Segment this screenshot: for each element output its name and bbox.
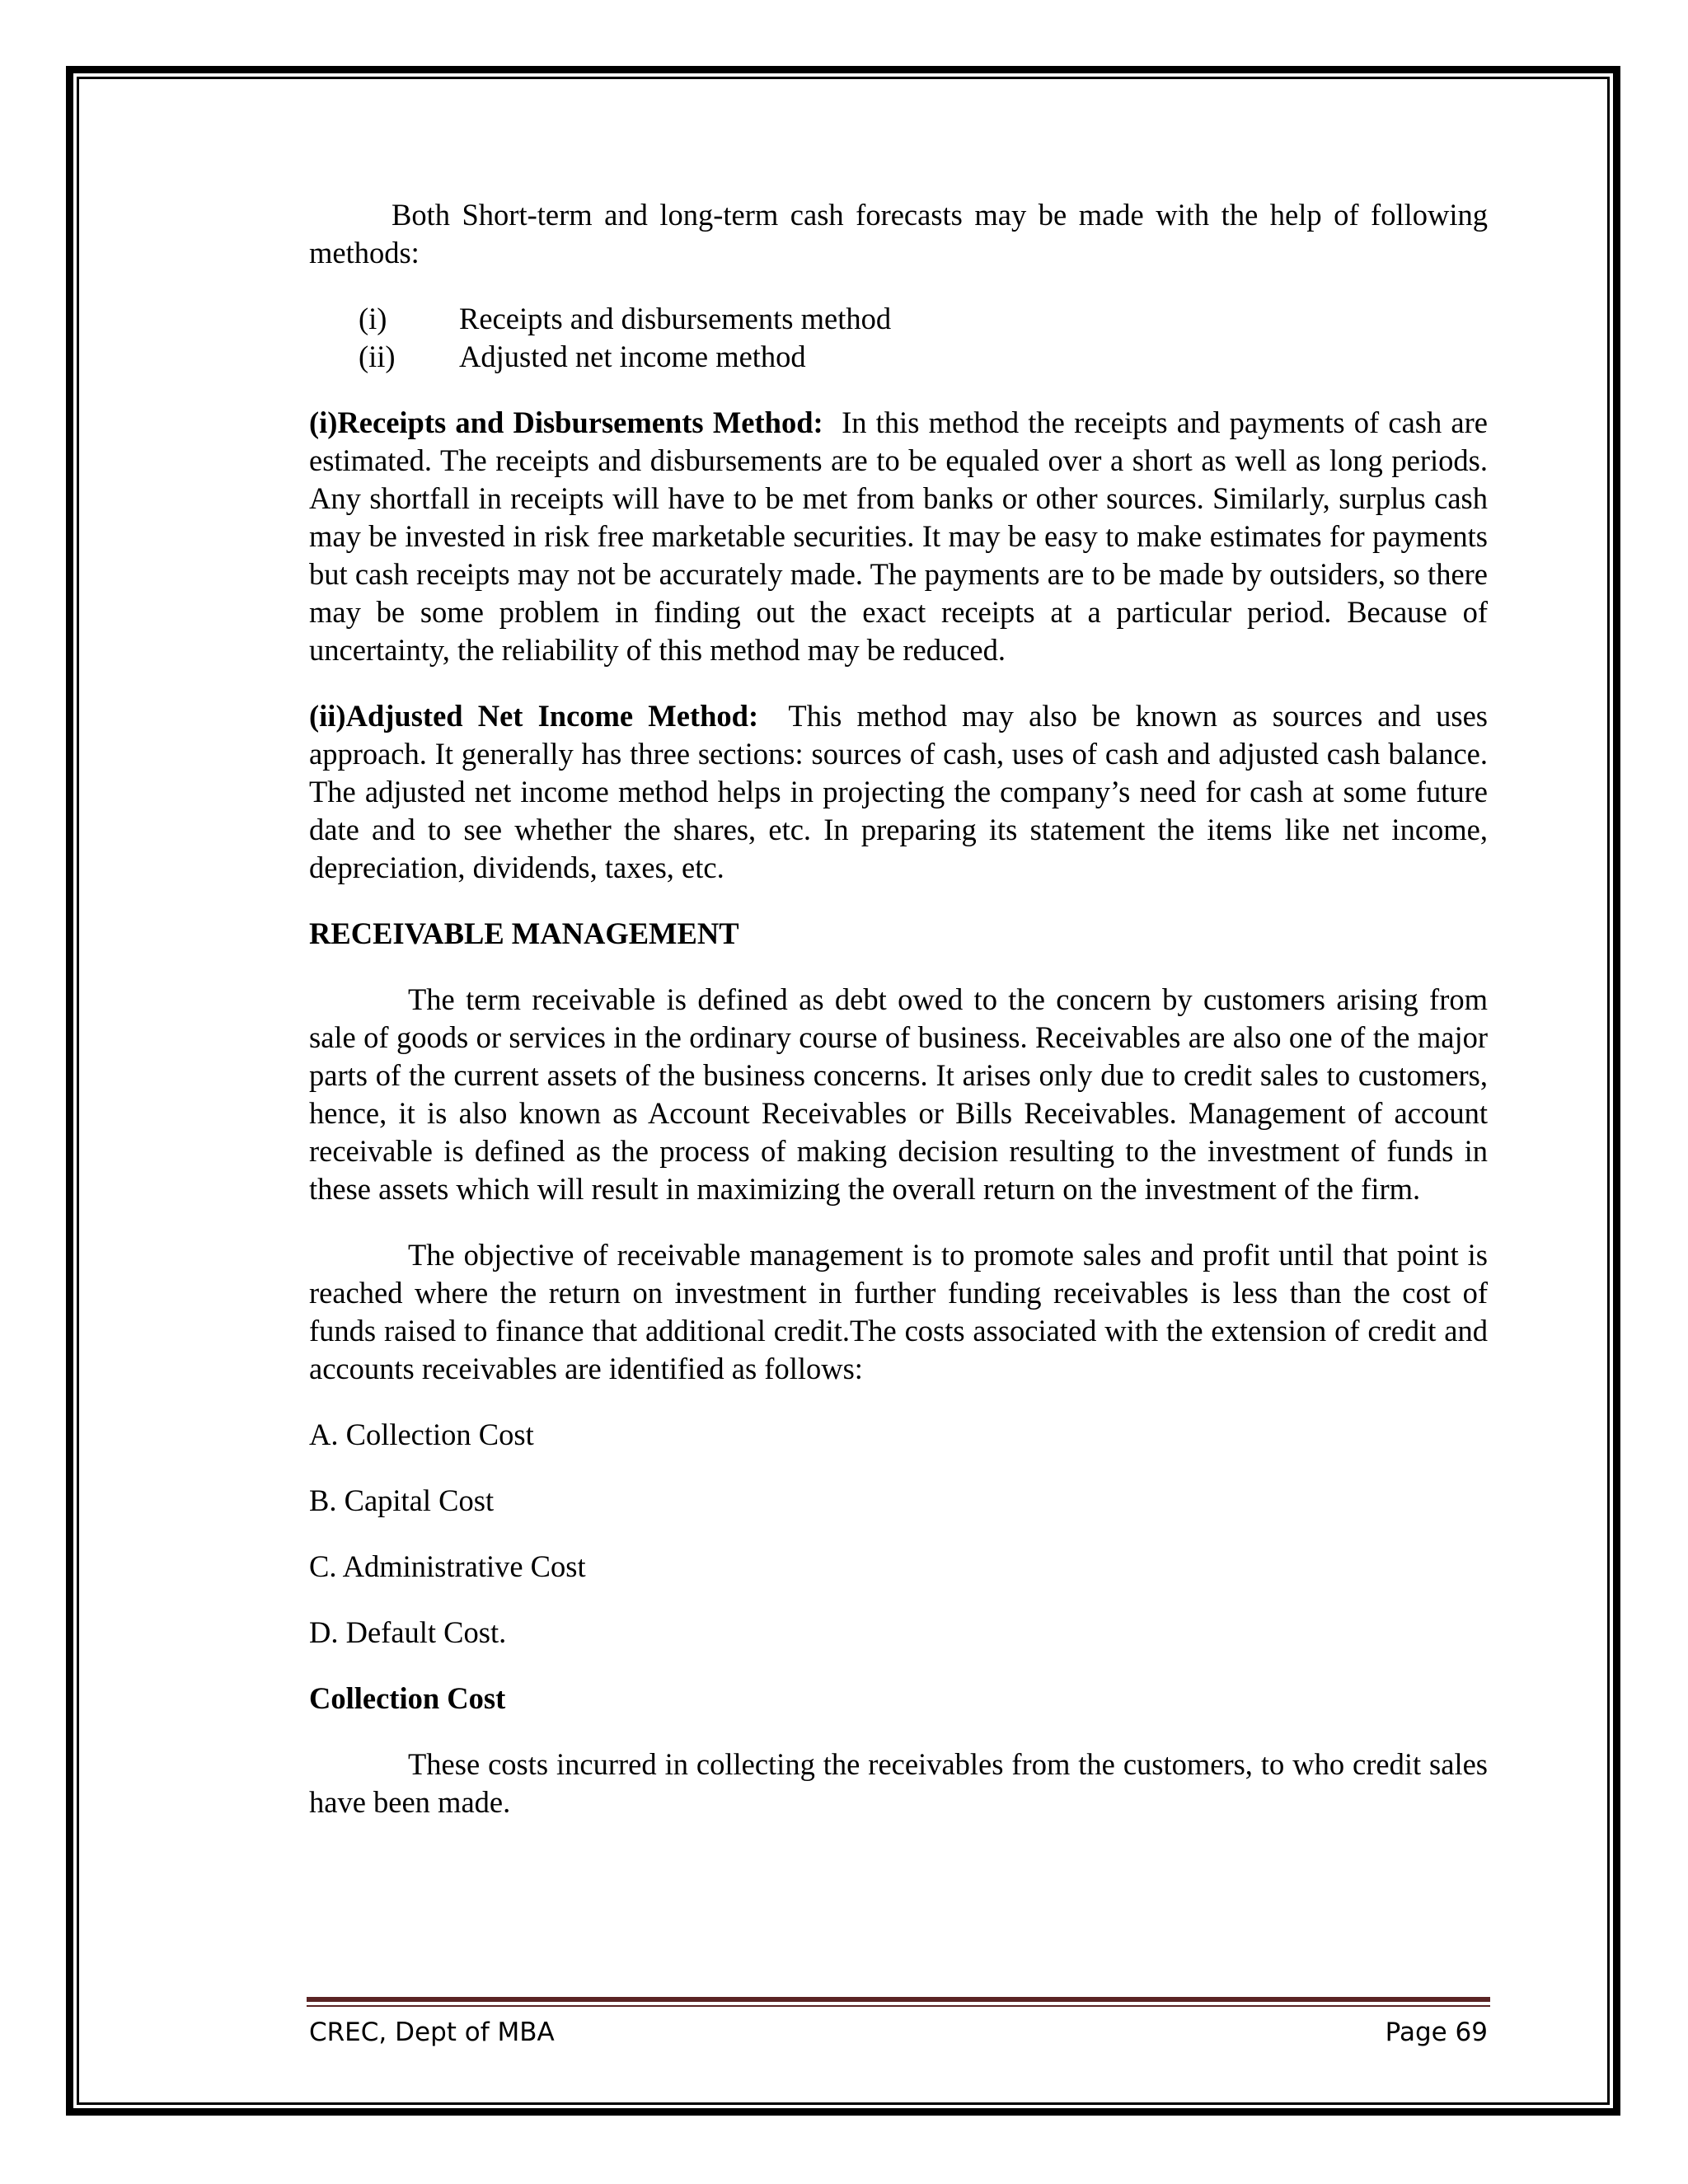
collection-cost-paragraph: These costs incurred in collecting the receivables from the customers, to who credit sales have been made.: [309, 1747, 1488, 1819]
footer-rule-thin: [307, 2005, 1490, 2007]
intro-paragraph: Both Short-term and long-term cash forecasts may be made with the help of following methods:: [309, 198, 1488, 269]
adjusted-method-body: This method may also be known as sources and uses approach. It generally has three sections: sources of cash, uses of cash and adjusted cash balance. The adjusted net income method helps in projecting the company’s need for cash at some future date and to see whether the shares, etc. In preparing its statement the items like net income, depreciation, dividends, taxes, etc.: [309, 699, 1489, 884]
list-item-number: (ii): [359, 340, 396, 373]
section-heading-receivable-management: RECEIVABLE MANAGEMENT: [309, 916, 739, 950]
list-item-number: (i): [359, 302, 387, 335]
cost-item-collection: A. Collection Cost: [309, 1418, 534, 1451]
cost-item-capital: B. Capital Cost: [309, 1483, 495, 1517]
footer-rule: [307, 1997, 1490, 2002]
adjusted-method-paragraph: [309, 697, 1488, 887]
footer-department: CREC, Dept of MBA: [309, 2018, 555, 2047]
page-content: [309, 196, 1488, 1821]
cost-item-default: D. Default Cost.: [309, 1615, 507, 1649]
receipts-method-body: In this method the receipts and payments of cash are estimated. The receipts and disbursements are to be equaled over a short as well as long periods. Any shortfall in receipts will have to be met from banks or other sources. Similarly, surplus cash may be invested in risk free marketable securities. It may be easy to make estimates for payments but cash receipts may not be accurately made. The payments are to be made by outsiders, so there may be some problem in finding out the exact receipts at a particular period. Because of uncertainty, the reliability of this method may be reduced.: [309, 405, 1488, 667]
adjusted-method-title: (ii)Adjusted Net Income Method:: [309, 699, 759, 733]
cost-item-administrative: C. Administrative Cost: [309, 1549, 586, 1583]
list-item: [359, 300, 1488, 338]
section-heading-collection-cost: Collection Cost: [309, 1681, 506, 1715]
footer-page-number: Page 69: [1385, 2018, 1488, 2047]
list-item-label: Receipts and disbursements method: [459, 302, 892, 335]
receivable-paragraph-2: The objective of receivable management is to promote sales and profit until that point is reached where the return on investment in further funding receivables is less than the cost of funds raised to finance that additional credit.The costs associated with the extension of credit and accounts receivables are identified as follows:: [309, 1238, 1488, 1385]
receipts-method-title: (i)Receipts and Disbursements Method:: [309, 405, 823, 439]
list-item: [359, 338, 1488, 376]
receipts-method-paragraph: [309, 404, 1488, 669]
methods-list: [309, 300, 1488, 376]
receivable-paragraph-1: The term receivable is defined as debt owed to the concern by customers arising from sale of goods or services in the ordinary course of business. Receivables are also one of the major parts of the current assets of the business concerns. It arises only due to credit sales to customers, hence, it is also known as Account Receivables or Bills Receivables. Management of account receivable is defined as the process of making decision resulting to the investment of funds in these assets which will result in maximizing the overall return on the investment of the firm.: [309, 982, 1488, 1206]
list-item-label: Adjusted net income method: [459, 340, 806, 373]
